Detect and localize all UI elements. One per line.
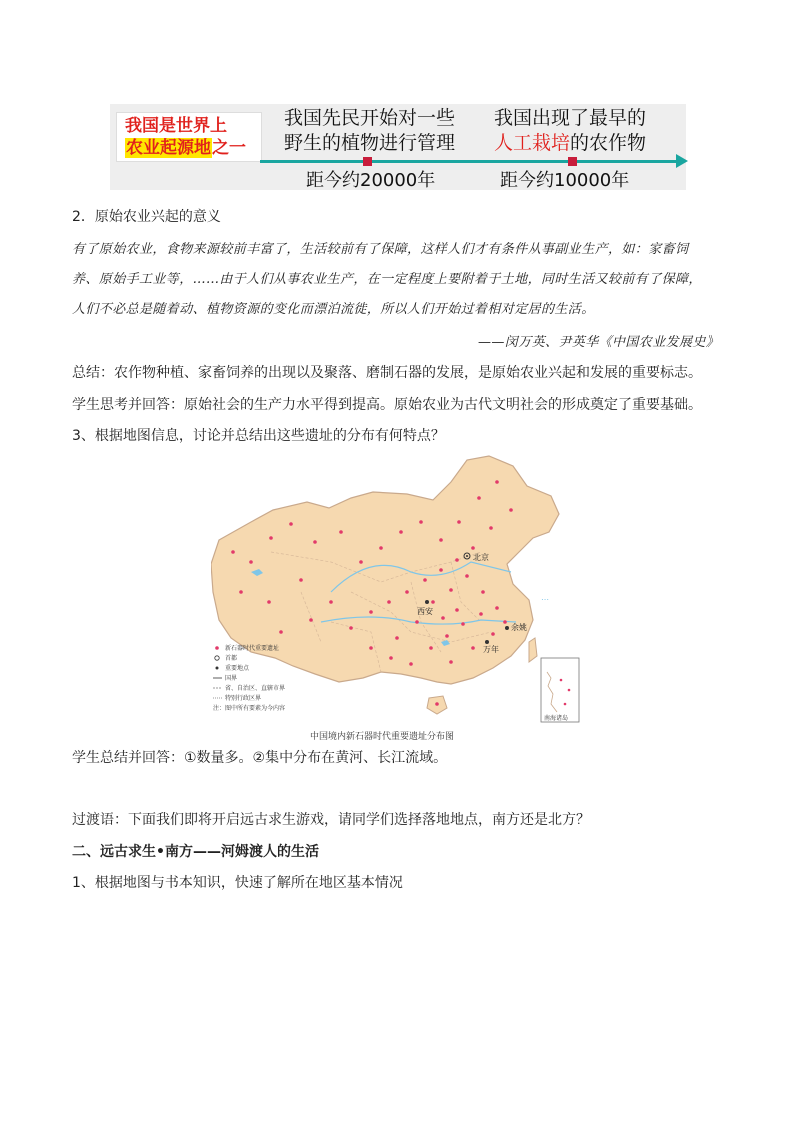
timeline-axis <box>260 160 678 163</box>
section-heading: 二、远古求生•南方——河姆渡人的生活 <box>72 844 319 860</box>
event2-line1: 我国出现了最早的 <box>494 107 647 129</box>
badge-tail: 之一 <box>212 138 246 158</box>
svg-text:重要地点: 重要地点 <box>225 665 250 672</box>
event1-line1: 我国先民开始对一些 <box>284 107 456 129</box>
badge-line-1: 我国是世界上 <box>125 116 227 136</box>
quote-line-1: 有了原始农业，食物来源较前丰富了，生活较前有了保障，这样人们才有条件从事副业生产，如：家畜饲 <box>72 242 689 257</box>
map-caption: 中国境内新石器时代重要遗址分布图 <box>310 732 455 742</box>
svg-text:注：图中所有要素为今内容: 注：图中所有要素为今内容 <box>213 705 286 712</box>
sea-label: ⋯ <box>541 595 549 604</box>
timeline-arrow <box>676 154 688 168</box>
quote-source: ——闵万英、尹英华《中国农业发展史》 <box>478 335 720 350</box>
south-china-sea-inset <box>541 658 579 722</box>
question-3: 3、根据地图信息，讨论并总结出这些遗址的分布有何特点？ <box>72 428 445 444</box>
transition-text: 过渡语：下面我们即将开启远古求生游戏，请同学们选择落地地点，南方还是北方？ <box>72 812 590 828</box>
svg-text:国界: 国界 <box>225 675 238 682</box>
inset-label: 南海诸岛 <box>544 715 569 722</box>
badge-line-2 <box>125 138 246 159</box>
student-answer-1: 学生思考并回答：原始社会的生产力水平得到提高。原始农业为古代文明社会的形成奠定了重要基础。 <box>72 397 702 413</box>
student-answer-2: 学生总结并回答：①数量多。②集中分布在黄河、长江流域。 <box>72 750 448 766</box>
city-yuyao: 余姚 <box>511 623 527 632</box>
timeline-banner <box>110 104 686 190</box>
svg-text:省、自治区、直辖市界: 省、自治区、直辖市界 <box>225 685 286 692</box>
badge-highlight: 农业起源地 <box>126 138 211 158</box>
xian-marker <box>425 600 429 604</box>
event2-highlight: 人工栽培 <box>494 132 571 154</box>
event1-line2: 野生的植物进行管理 <box>284 132 456 154</box>
task-1: 1、根据地图与书本知识，快速了解所在地区基本情况 <box>72 875 403 891</box>
date-2: 距今约10000年 <box>500 170 630 191</box>
china-neolithic-map <box>211 452 582 727</box>
taiwan-island <box>529 638 537 662</box>
event2-tail: 的农作物 <box>570 132 647 154</box>
yuyao-marker <box>505 626 509 630</box>
city-wannian: 万年 <box>483 645 499 654</box>
summary: 总结：农作物种植、家畜饲养的出现以及聚落、磨制石器的发展，是原始农业兴起和发展的重要标志。 <box>72 365 702 381</box>
timeline-marker-2 <box>568 157 577 166</box>
quote-line-3: 人们不必总是随着动、植物资源的变化而漂泊流徙，所以人们开始过着相对定居的生活。 <box>72 302 595 317</box>
quote-line-2: 养、原始手工业等，……由于人们从事农业生产，在一定程度上要附着于土地，同时生活又较前有了保障， <box>72 272 702 287</box>
city-xian: 西安 <box>417 607 433 616</box>
timeline-marker-1 <box>363 157 372 166</box>
date-1: 距今约20000年 <box>306 170 436 191</box>
origin-badge <box>116 112 262 162</box>
svg-text:特别行政区界: 特别行政区界 <box>225 695 262 702</box>
section2-title: 2．原始农业兴起的意义 <box>72 209 221 225</box>
event2-line2 <box>494 131 646 156</box>
svg-text:新石器时代重要遗址: 新石器时代重要遗址 <box>225 645 280 652</box>
wannian-marker <box>485 640 489 644</box>
city-beijing: 北京 <box>473 553 489 562</box>
svg-text:首都: 首都 <box>225 655 238 662</box>
